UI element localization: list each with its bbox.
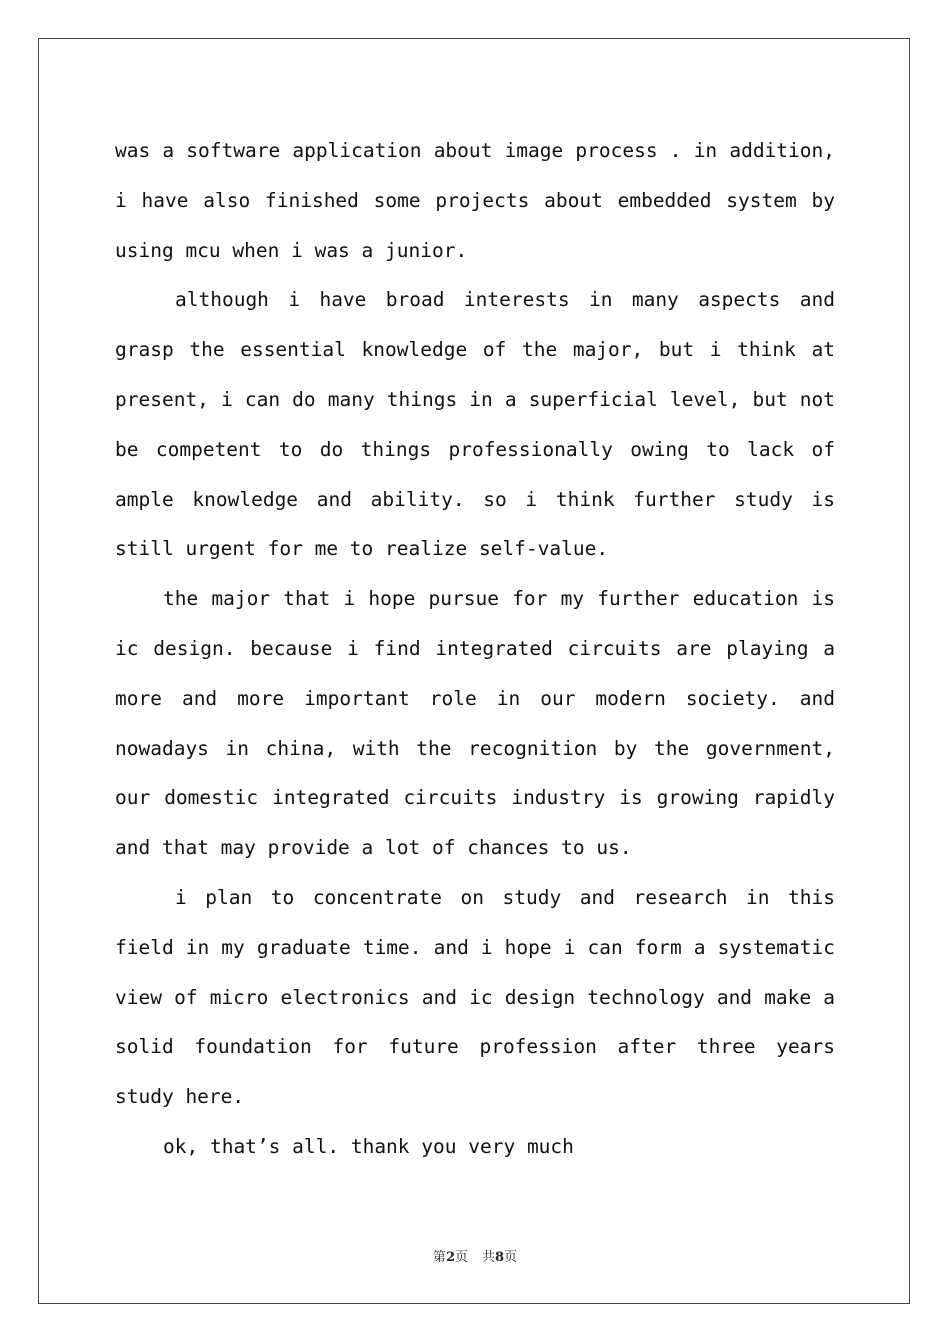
page-footer (0, 1246, 950, 1265)
total-pages: 8 (495, 1250, 505, 1265)
paragraph-3: the major that i hope pursue for my further education is ic design. because i find integrated circuits are playing a more and more important role in our modern society. and nowadays in china, with the recognition by the government, our domestic integrated circuits industry is growing rapidly and that may provide a lot of chances to us. (115, 587, 835, 860)
page-number: 2 (445, 1250, 455, 1265)
page-label-prefix: 第 (432, 1250, 446, 1265)
total-label-suffix: 页 (504, 1250, 518, 1265)
paragraph-1: was a software application about image process . in addition, i have also finished some projects about embedded system by using mcu when i was a junior. (115, 139, 835, 262)
paragraph-4: i plan to concentrate on study and research in this field in my graduate time. and i hope i can form a systematic view of micro electronics and ic design technology and make a solid foundation for future profession after three years study here. (115, 885, 835, 1109)
paragraph-2: although i have broad interests in many aspects and grasp the essential knowledge of the major, but i think at present, i can do many things in a superficial level, but not be competent to do things professionally owing to lack of ample knowledge and ability. so i think further study is still urgent for me to realize self-value. (115, 288, 835, 561)
page-label-suffix: 页 (454, 1250, 468, 1265)
document-body (115, 126, 835, 1172)
paragraph-5: ok, that’s all. thank you very much (163, 1134, 574, 1158)
total-label-prefix: 共 (482, 1250, 496, 1265)
